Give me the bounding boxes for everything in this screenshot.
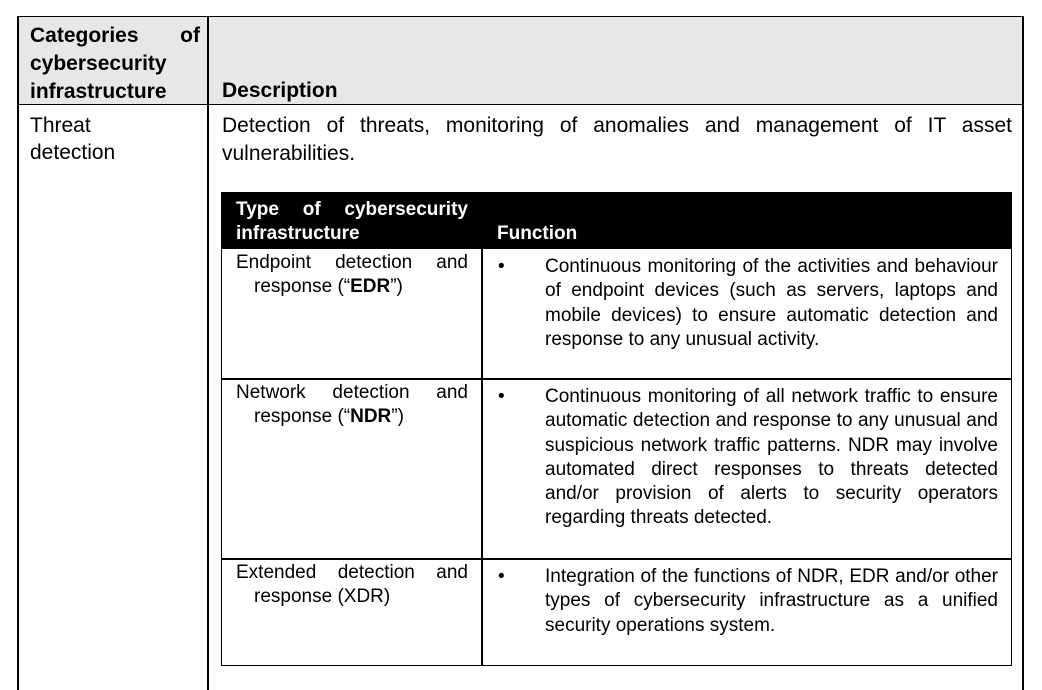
inner-header-function: Function xyxy=(497,223,578,244)
inner-row-divider-2 xyxy=(222,558,1011,560)
category-line1: Threat xyxy=(30,114,91,137)
table-border-left xyxy=(17,16,19,690)
inner-row-divider-1 xyxy=(222,378,1011,380)
inner-header-type-line2: infrastructure xyxy=(236,223,360,244)
category-line2: detection xyxy=(30,141,116,164)
table-row-type xyxy=(236,251,468,299)
header-description: Description xyxy=(222,79,338,102)
table-column-divider xyxy=(207,16,209,690)
bullet-icon: • xyxy=(498,386,505,407)
type-line2 xyxy=(236,585,468,609)
type-line2 xyxy=(236,405,468,429)
function-text: Continuous monitoring of the activities and behaviour of endpoint devices (such as servers, laptops and mobile devices) to ensure automatic detection and response to any unusual activity. xyxy=(545,256,998,350)
type-line2-post: ”) xyxy=(391,406,404,427)
inner-column-divider xyxy=(481,249,483,665)
type-line2-pre: response (“ xyxy=(254,276,351,297)
type-line2-pre: response (“ xyxy=(254,406,351,427)
table-border-right xyxy=(1022,16,1024,690)
header-categories xyxy=(30,22,200,106)
bullet-icon: • xyxy=(498,566,505,587)
function-text: Continuous monitoring of all network traffic to ensure automatic detection and response to any unusual and suspicious network traffic patterns. NDR may involve automated direct responses to threats detected and/or provision of alerts to security operators regarding threats detected. xyxy=(545,386,998,529)
table-row-type xyxy=(236,381,468,429)
type-line1: Endpoint detection and xyxy=(236,252,468,273)
description-text: Detection of threats, monitoring of anomalies and management of IT asset vulnerabilities. xyxy=(222,114,1012,165)
function-text: Integration of the functions of NDR, EDR and/or other types of cybersecurity infrastructure as a unified security operations system. xyxy=(545,566,998,636)
header-categories-line2: cybersecurity xyxy=(30,52,167,75)
type-line2 xyxy=(236,275,468,299)
type-abbrev: NDR xyxy=(350,406,392,427)
bullet-icon: • xyxy=(498,256,505,277)
inner-table xyxy=(221,192,1012,666)
type-line1: Extended detection and xyxy=(236,562,468,583)
table-row-type xyxy=(236,561,468,609)
category-cell xyxy=(30,112,200,166)
inner-header-type xyxy=(236,198,468,246)
header-categories-line1: Categories of xyxy=(30,24,200,47)
type-line2-pre: response (XDR) xyxy=(254,586,391,607)
inner-table-header xyxy=(222,193,1011,249)
header-categories-line3: infrastructure xyxy=(30,80,167,103)
type-line2-post: ”) xyxy=(390,276,403,297)
type-abbrev: EDR xyxy=(350,276,391,297)
type-line1: Network detection and xyxy=(236,382,468,403)
inner-header-type-line1: Type of cybersecurity xyxy=(236,199,468,220)
